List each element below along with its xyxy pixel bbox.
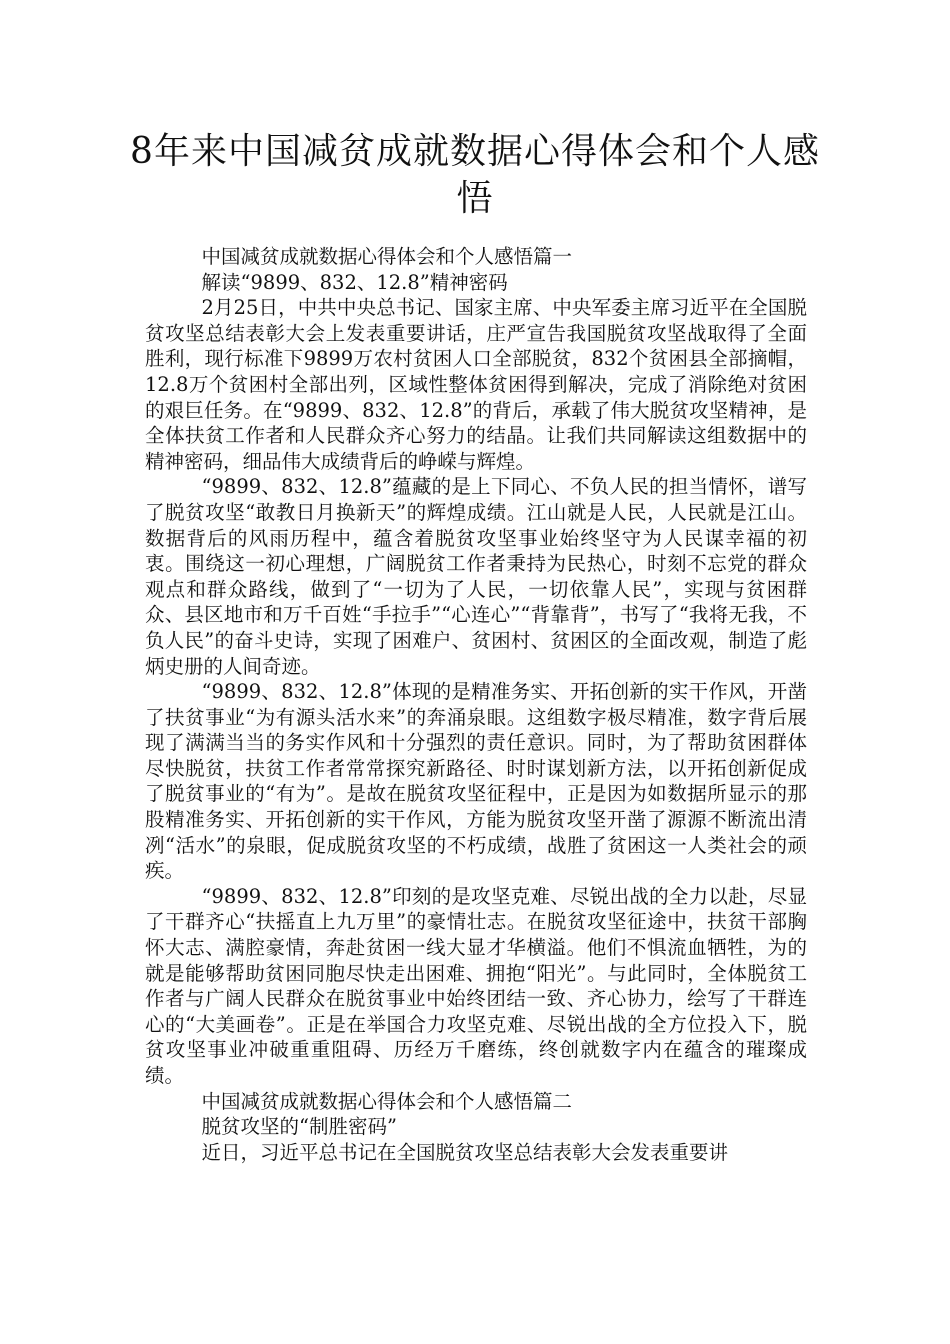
- section-2-paragraph-1: 近日，习近平总书记在全国脱贫攻坚总结表彰大会发表重要讲: [201, 1140, 729, 1164]
- section-1-subheading: 解读“9899、832、12.8”精神密码: [201, 270, 508, 294]
- section-1-heading: 中国减贫成就数据心得体会和个人感悟篇一: [201, 245, 573, 268]
- document-body: [145, 244, 807, 1165]
- document-title: 8年来中国减贫成就数据心得体会和个人感悟: [130, 131, 820, 219]
- section-1-paragraph-4: “9899、832、12.8”印刻的是攻坚克难、尽锐出战的全力以赴，尽显了干群齐心“扶摇直上九万里”的豪情壮志。在脱贫攻坚征途中，扶贫干部胸怀大志、满腔豪情，奔赴贫困一线大显才华横溢。他们不惧流血牺牲，为的就是能够帮助贫困同胞尽快走出困难、拥抱“阳光”。与此同时，全体脱贫工作者与广阔人民群众在脱贫事业中始终团结一致、齐心协力，绘写了干群连心的“大美画卷”。正是在举国合力攻坚克难、尽锐出战的全方位投入下，脱贫攻坚事业冲破重重阻碍、历经万千磨练，终创就数字内在蕴含的璀璨成绩。: [145, 884, 807, 1087]
- section-1-paragraph-1: 2月25日，中共中央总书记、国家主席、中央军委主席习近平在全国脱贫攻坚总结表彰大会上发表重要讲话，庄严宣告我国脱贫攻坚战取得了全面胜利，现行标准下9899万农村贫困人口全部脱贫，832个贫困县全部摘帽，12.8万个贫困村全部出列，区域性整体贫困得到解决，完成了消除绝对贫困的艰巨任务。在“9899、832、12.8”的背后，承载了伟大脱贫攻坚精神，是全体扶贫工作者和人民群众齐心努力的结晶。让我们共同解读这组数据中的精神密码，细品伟大成绩背后的峥嵘与辉煌。: [145, 296, 807, 473]
- section-2-heading: 中国减贫成就数据心得体会和个人感悟篇二: [201, 1089, 573, 1113]
- section-1-paragraph-2: “9899、832、12.8”蕴藏的是上下同心、不负人民的担当情怀，谱写了脱贫攻坚“敢教日月换新天”的辉煌成绩。江山就是人民，人民就是江山。数据背后的风雨历程中，蕴含着脱贫攻坚事业始终坚守为人民谋幸福的初衷。围绕这一初心理想，广阔脱贫工作者秉持为民热心，时刻不忘党的群众观点和群众路线，做到了“一切为了人民，一切依靠人民”，实现与贫困群众、县区地市和万千百姓“手拉手”“心连心”“背靠背”，书写了“我将无我，不负人民”的奋斗史诗，实现了困难户、贫困村、贫困区的全面改观，制造了彪炳史册的人间奇迹。: [145, 475, 807, 678]
- section-1-paragraph-3: “9899、832、12.8”体现的是精准务实、开拓创新的实干作风，开凿了扶贫事业“为有源头活水来”的奔涌泉眼。这组数字极尽精准，数字背后展现了满满当当的务实作风和十分强烈的责任意识。同时，为了帮助贫困群体尽快脱贫，扶贫工作者常常探究新路径、时时谋划新方法，以开拓创新促成了脱贫事业的“有为”。是故在脱贫攻坚征程中，正是因为如数据所显示的那股精准务实、开拓创新的实干作风，方能为脱贫攻坚开凿了源源不断流出清冽“活水”的泉眼，促成脱贫攻坚的不朽成绩，战胜了贫困这一人类社会的顽疾。: [145, 680, 807, 883]
- section-2-subheading: 脱贫攻坚的“制胜密码”: [201, 1115, 397, 1139]
